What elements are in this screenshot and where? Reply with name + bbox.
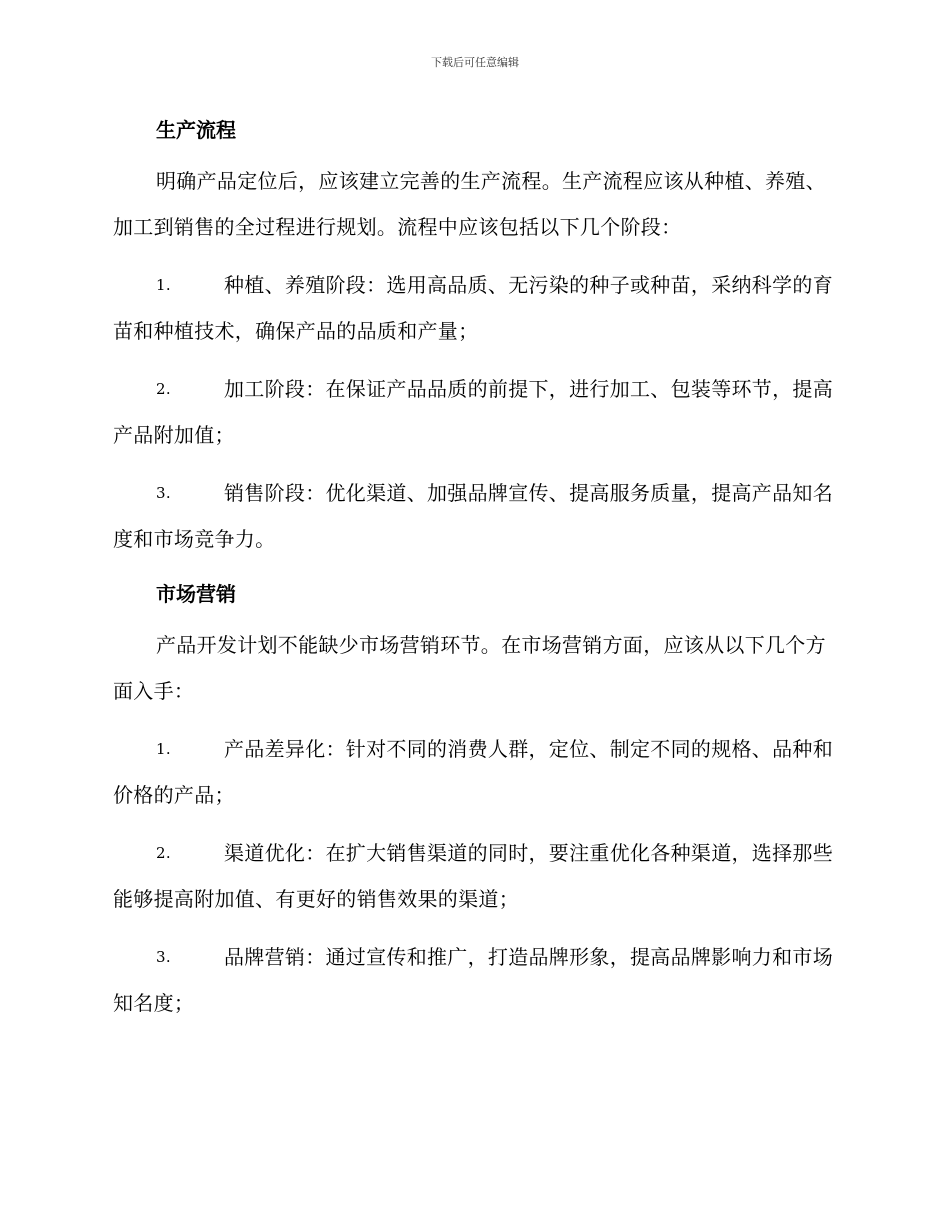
list-item-text: 渠道优化：在扩大销售渠道的同时，要注重优化各种渠道，选择那些能够提高附加值、有更好的销售效果的渠道； (113, 841, 833, 911)
document-body (113, 112, 833, 1038)
list-item-text: 品牌营销：通过宣传和推广，打造品牌形象，提高品牌影响力和市场知名度； (113, 945, 833, 1015)
list-item-text: 加工阶段：在保证产品品质的前提下，进行加工、包装等环节，提高产品附加值； (113, 377, 833, 447)
section-intro-production: 明确产品定位后，应该建立完善的生产流程。生产流程应该从种植、养殖、加工到销售的全过程进行规划。流程中应该包括以下几个阶段： (113, 169, 826, 239)
list-item-number: 1. (156, 740, 171, 758)
list-item-number: 3. (156, 484, 171, 502)
list-item-number: 2. (156, 380, 171, 398)
list-item-text: 产品差异化：针对不同的消费人群，定位、制定不同的规格、品种和价格的产品； (113, 737, 833, 807)
list-item (113, 726, 833, 818)
list-item (113, 470, 833, 562)
list-item-text: 种植、养殖阶段：选用高品质、无污染的种子或种苗，采纳科学的育苗和种植技术，确保产品的品质和产量； (113, 273, 833, 343)
section-heading-production: 生产流程 (156, 118, 236, 142)
list-item (113, 366, 833, 458)
list-item-number: 1. (156, 276, 171, 294)
section-intro-marketing: 产品开发计划不能缺少市场营销环节。在市场营销方面，应该从以下几个方面入手： (113, 633, 826, 703)
section-heading-marketing: 市场营销 (156, 582, 236, 606)
list-item (113, 830, 833, 922)
list-item (113, 262, 833, 354)
list-item (113, 934, 833, 1026)
list-item-number: 2. (156, 844, 171, 862)
list-item-number: 3. (156, 948, 171, 966)
list-item-text: 销售阶段：优化渠道、加强品牌宣传、提高服务质量，提高产品知名度和市场竞争力。 (113, 481, 833, 551)
page-header: 下载后可任意编辑 (431, 56, 519, 69)
